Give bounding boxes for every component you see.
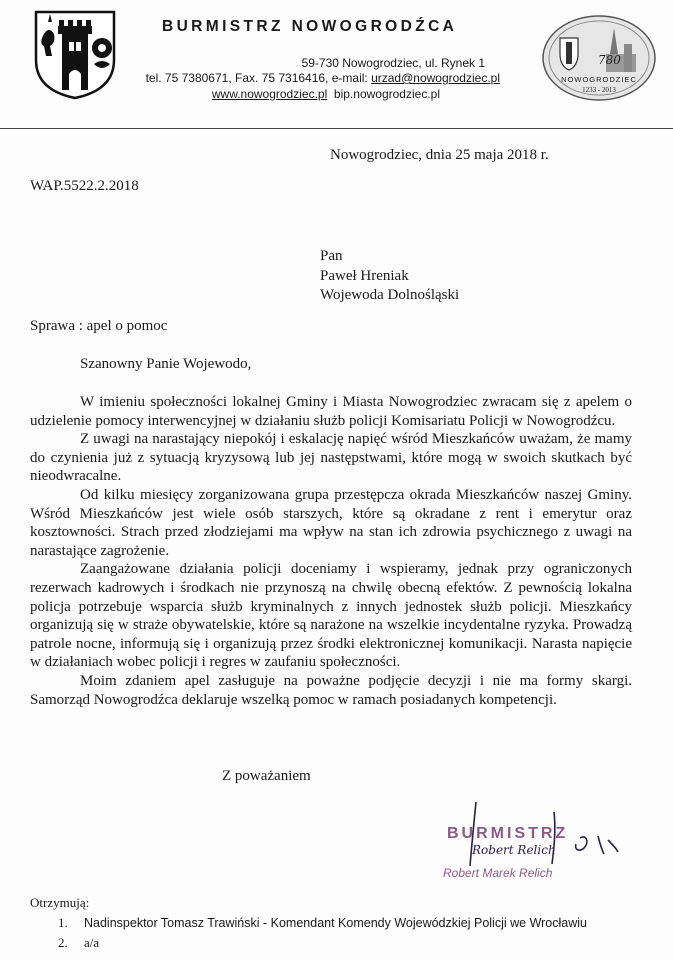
- letterhead-address: 59-730 Nowogrodziec, ul. Rynek 1: [301, 56, 485, 70]
- recipient-title: Pan: [320, 248, 343, 264]
- letterhead-title: BURMISTRZ NOWOGRODŹCA: [162, 18, 458, 35]
- closing: Z poważaniem: [222, 768, 311, 784]
- recipient-name: Paweł Hreniak: [320, 267, 409, 284]
- seal-years: 1233 - 2013: [582, 86, 616, 94]
- contact-phone-fax: tel. 75 7380671, Fax. 75 7316416, e-mail:: [145, 71, 372, 85]
- handwritten-signature: [462, 796, 622, 870]
- list-item: [58, 933, 587, 952]
- recipient-position: Wojewoda Dolnośląski: [320, 287, 460, 303]
- stamp-title: BURMISTRZ: [447, 825, 569, 842]
- body-paragraph: Zaangażowane działania policji doceniamy i wspieramy, jednak przy ograniczonych rezerwach kadrowych i środkach nie przynoszą na chwilę obecną efektów. Z pewnością lokalna policja potrzebuje wsparcia służb kryminalnych z innych jednostek służb policji. Mieszkańcy organizują się w straże obywatelskie, które są narażone na wszelkie incydentalne ryzyka. Prowadzą patrole nocne, informują się i organizują przez środki elektronicznej komunikacji. Narasta napięcie w działaniach wobec policji i regres w zaufaniu społeczności.: [30, 561, 632, 671]
- list-item-text: Nadinspektor Tomasz Trawiński - Komendant Komendy Wojewódzkiej Policji we Wrocławiu: [84, 916, 587, 930]
- list-item-number: 2.: [58, 935, 68, 950]
- place-date: Nowogrodziec, dnia 25 maja 2018 r.: [330, 147, 549, 163]
- seal-number: 780: [598, 53, 621, 67]
- coat-of-arms-logo: [30, 8, 120, 100]
- reference-number: WAP.5522.2.2018: [30, 178, 139, 194]
- list-item-text: a/a: [84, 935, 100, 950]
- email-link[interactable]: urzad@nowogrodziec.pl: [371, 71, 500, 85]
- list-item-number: 1.: [58, 915, 68, 930]
- body-paragraph: Z uwagi na narastający niepokój i eskalację napięć wśród Mieszkańców uważam, że mamy do czynienia już z sytuacją kryzysową lub jej następstwami, które mogą w swoich skutkach być nieodwracalne.: [30, 431, 632, 485]
- letter-body: [30, 393, 632, 709]
- body-paragraph: Od kilku miesięcy zorganizowana grupa przestępcza okrada Mieszkańców naszej Gminy. Wśród Mieszkańców jest wiele osób starszych, które są okradane z rent i emerytur oraz kosztowności. Strach przed złodziejami ma wpływ na stan ich zdrowia psychicznego z uwagi na narastające zagrożenie.: [30, 486, 632, 559]
- salutation: Szanowny Panie Wojewodo,: [80, 356, 252, 372]
- letterhead-contact: [146, 71, 500, 85]
- body-paragraph: Moim zdaniem apel zasługuje na poważne podjęcie decyzji i nie ma formy skargi. Samorząd Nowogrodźca deklaruje wszelką pomoc w ramach posiadanych kompetencji.: [30, 672, 632, 708]
- stamp-name: Robert Marek Relich: [443, 866, 553, 880]
- header-divider: [0, 128, 673, 129]
- list-item: [58, 913, 587, 933]
- recipient-block: [320, 247, 459, 306]
- anniversary-seal-logo: [540, 14, 658, 102]
- body-paragraph: W imieniu społeczności lokalnej Gminy i Miasta Nowogrodziec zwracam się z apelem o udzielenie pomocy interwencyjnej w działaniu służb policji Komisariatu Policji w Nowogrodźcu.: [30, 394, 632, 429]
- subject-line: Sprawa : apel o pomoc: [30, 318, 168, 334]
- website-link[interactable]: www.nowogrodziec.pl: [211, 87, 328, 101]
- recipients-label: Otrzymują:: [30, 895, 90, 910]
- recipients-list: [58, 913, 587, 952]
- seal-name: NOWOGRODZIEC: [561, 75, 637, 84]
- letterhead-web: [212, 87, 440, 101]
- bip-link[interactable]: bip.nowogrodziec.pl: [333, 87, 440, 101]
- signature-text: Robert Relich: [472, 843, 556, 857]
